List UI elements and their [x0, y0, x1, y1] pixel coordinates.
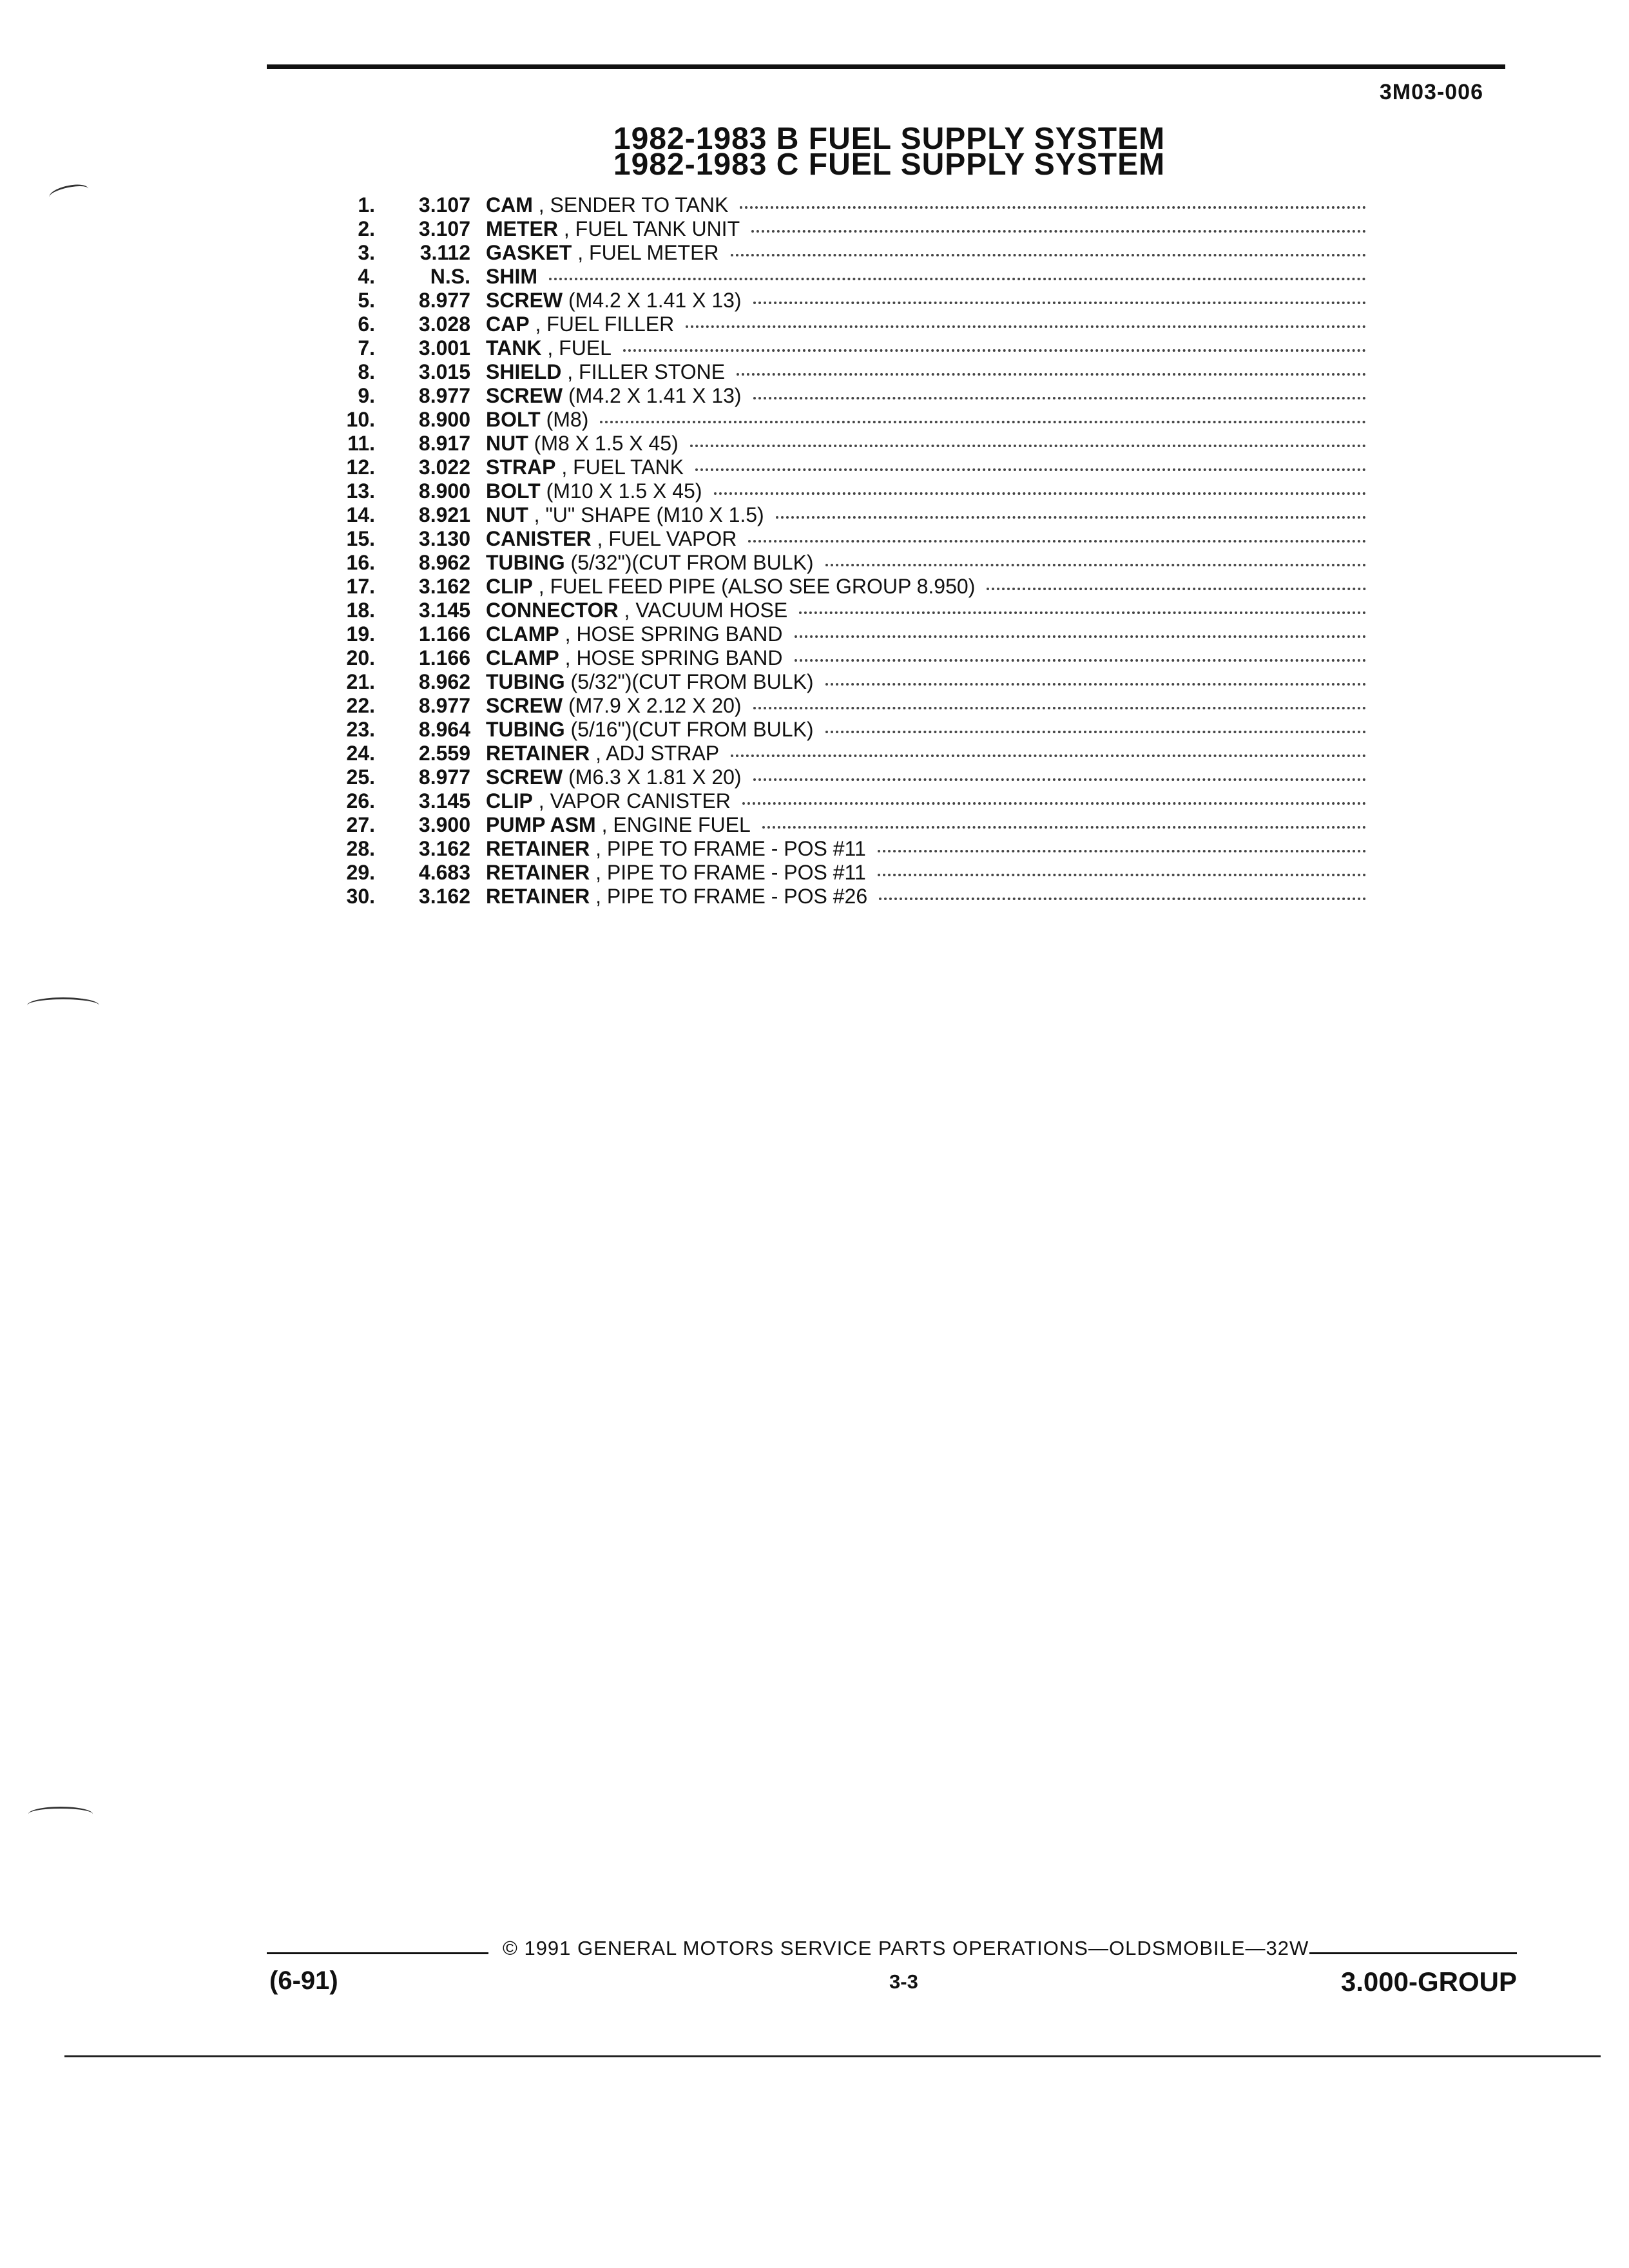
part-description: (M10 X 1.5 X 45) — [540, 479, 702, 503]
part-text — [486, 479, 702, 503]
dot-leader — [987, 588, 1366, 590]
part-name: BOLT — [486, 408, 541, 431]
parts-list — [322, 193, 1379, 908]
part-text — [486, 599, 787, 622]
part-name: TUBING — [486, 718, 565, 741]
part-description: , VACUUM HOSE — [618, 599, 788, 622]
list-item — [322, 789, 1379, 813]
revision-date: (6-91) — [269, 1966, 338, 1995]
margin-punch-mark — [27, 997, 99, 1014]
group-label: 3.000-GROUP — [1340, 1966, 1517, 1997]
list-item — [322, 885, 1379, 908]
list-item — [322, 265, 1379, 289]
part-text — [486, 289, 742, 312]
part-text — [486, 885, 867, 908]
item-number: 11. — [347, 432, 375, 455]
group-code: 8.900 — [418, 408, 470, 431]
part-text — [486, 193, 728, 217]
list-item — [322, 527, 1379, 551]
dot-leader — [600, 421, 1366, 423]
group-code: 8.962 — [418, 551, 470, 574]
part-description: , FILLER STONE — [561, 360, 726, 383]
part-text — [486, 813, 751, 837]
part-description: , HOSE SPRING BAND — [559, 646, 783, 669]
part-name: CLIP — [486, 575, 533, 598]
list-item — [322, 384, 1379, 408]
document-code: 3M03-006 — [1379, 80, 1483, 104]
part-name: CANISTER — [486, 527, 592, 550]
item-number: 3. — [358, 241, 375, 264]
group-code: 2.559 — [418, 742, 470, 765]
part-description: , PIPE TO FRAME - POS #26 — [590, 885, 868, 908]
part-name: TUBING — [486, 551, 565, 574]
group-code: 3.028 — [418, 312, 470, 336]
page-title-block — [0, 122, 1629, 182]
part-name: RETAINER — [486, 861, 590, 884]
part-text — [486, 336, 612, 360]
part-description: , SENDER TO TANK — [532, 193, 729, 216]
part-text — [486, 670, 814, 694]
part-text — [486, 694, 742, 718]
part-text — [486, 789, 731, 813]
dot-leader — [762, 826, 1366, 829]
list-item — [322, 503, 1379, 527]
part-name: METER — [486, 217, 558, 240]
list-item — [322, 432, 1379, 456]
list-item — [322, 456, 1379, 479]
item-number: 20. — [346, 646, 375, 669]
dot-leader — [799, 611, 1366, 614]
part-text — [486, 718, 814, 742]
part-name: SCREW — [486, 289, 563, 312]
part-text — [486, 432, 679, 456]
group-code: 8.921 — [418, 503, 470, 526]
part-description: (5/32")(CUT FROM BULK) — [564, 551, 814, 574]
part-name: RETAINER — [486, 885, 590, 908]
part-name: SHIELD — [486, 360, 562, 383]
page-title-line-2: 1982-1983 C FUEL SUPPLY SYSTEM — [613, 148, 1166, 182]
part-description: , FUEL FEED PIPE (ALSO SEE GROUP 8.950) — [532, 575, 976, 598]
part-text — [486, 646, 783, 670]
copyright-line: © 1991 GENERAL MOTORS SERVICE PARTS OPERATIONS—OLDSMOBILE—32W — [503, 1937, 1309, 1959]
group-code: 3.162 — [418, 575, 470, 598]
part-description: , HOSE SPRING BAND — [559, 622, 783, 646]
item-number: 2. — [358, 217, 375, 240]
item-number: 4. — [358, 265, 375, 288]
list-item — [322, 837, 1379, 861]
item-number: 13. — [346, 479, 375, 503]
group-code: 1.166 — [418, 622, 470, 646]
group-code: 1.166 — [418, 646, 470, 669]
bottom-rule — [64, 2055, 1601, 2057]
part-name: TANK — [486, 336, 542, 360]
item-number: 14. — [346, 503, 375, 526]
dot-leader — [795, 659, 1366, 662]
group-code: 8.962 — [418, 670, 470, 693]
page-number: 3-3 — [889, 1970, 918, 1993]
part-text — [486, 503, 764, 527]
group-code: 3.130 — [418, 527, 470, 550]
part-description: (M4.2 X 1.41 X 13) — [563, 289, 742, 312]
list-item — [322, 646, 1379, 670]
list-item — [322, 217, 1379, 241]
item-number: 5. — [358, 289, 375, 312]
dot-leader — [740, 206, 1366, 209]
group-code: 3.112 — [419, 241, 470, 264]
part-name: CLAMP — [486, 646, 559, 669]
list-item — [322, 241, 1379, 265]
group-code: 4.683 — [418, 861, 470, 884]
dot-leader — [748, 540, 1366, 543]
item-number: 26. — [346, 789, 375, 812]
dot-leader — [753, 302, 1366, 304]
list-item — [322, 193, 1379, 217]
item-number: 28. — [346, 837, 375, 860]
part-description: , FUEL VAPOR — [591, 527, 737, 550]
item-number: 27. — [346, 813, 375, 836]
group-code: 8.917 — [418, 432, 470, 455]
dot-leader — [753, 778, 1366, 781]
group-code: 3.107 — [418, 217, 470, 240]
group-code: 3.900 — [418, 813, 470, 836]
dot-leader — [731, 754, 1366, 757]
group-code: N.S. — [430, 265, 470, 288]
group-code: 8.964 — [418, 718, 470, 741]
part-text — [486, 861, 866, 885]
dot-leader — [825, 564, 1366, 566]
dot-leader — [776, 516, 1366, 519]
item-number: 29. — [346, 861, 375, 884]
part-description: , FUEL TANK UNIT — [558, 217, 740, 240]
part-name: CAP — [486, 312, 530, 336]
part-text — [486, 265, 537, 289]
part-text — [486, 217, 740, 241]
group-code: 8.900 — [418, 479, 470, 503]
part-name: CONNECTOR — [486, 599, 619, 622]
part-name: BOLT — [486, 479, 541, 503]
group-code: 3.015 — [418, 360, 470, 383]
group-code: 3.107 — [418, 193, 470, 216]
part-description: , "U" SHAPE (M10 X 1.5) — [528, 503, 764, 526]
item-number: 12. — [346, 456, 375, 479]
item-number: 15. — [346, 527, 375, 550]
part-description: , FUEL TANK — [555, 456, 684, 479]
part-description: , PIPE TO FRAME - POS #11 — [590, 837, 866, 860]
item-number: 9. — [358, 384, 375, 407]
dot-leader — [695, 468, 1366, 471]
list-item — [322, 289, 1379, 312]
margin-punch-mark — [28, 1807, 93, 1821]
dot-leader — [753, 397, 1366, 399]
dot-leader — [878, 850, 1366, 852]
item-number: 21. — [346, 670, 375, 693]
part-description: , FUEL — [541, 336, 612, 360]
part-description: , ADJ STRAP — [590, 742, 720, 765]
list-item — [322, 694, 1379, 718]
list-item — [322, 479, 1379, 503]
dot-leader — [753, 707, 1366, 709]
part-text — [486, 241, 719, 265]
dot-leader — [690, 445, 1366, 447]
part-name: RETAINER — [486, 742, 590, 765]
item-number: 24. — [346, 742, 375, 765]
part-description: , VAPOR CANISTER — [532, 789, 731, 812]
item-number: 7. — [358, 336, 375, 360]
dot-leader — [742, 802, 1366, 805]
group-code: 8.977 — [418, 765, 470, 789]
part-name: NUT — [486, 503, 528, 526]
part-text — [486, 360, 725, 384]
part-description: , PIPE TO FRAME - POS #11 — [590, 861, 866, 884]
part-text — [486, 765, 742, 789]
group-code: 3.022 — [418, 456, 470, 479]
top-rule — [267, 64, 1505, 69]
group-code: 3.145 — [418, 599, 470, 622]
item-number: 8. — [358, 360, 375, 383]
part-text — [486, 622, 783, 646]
group-code: 3.162 — [418, 885, 470, 908]
item-number: 17. — [346, 575, 375, 598]
group-code: 3.162 — [418, 837, 470, 860]
dot-leader — [751, 230, 1366, 233]
list-item — [322, 360, 1379, 384]
list-item — [322, 551, 1379, 575]
part-description: (M4.2 X 1.41 X 13) — [563, 384, 742, 407]
part-name: CLIP — [486, 789, 533, 812]
list-item — [322, 312, 1379, 336]
list-item — [322, 622, 1379, 646]
list-item — [322, 408, 1379, 432]
part-name: STRAP — [486, 456, 556, 479]
list-item — [322, 742, 1379, 765]
item-number: 18. — [346, 599, 375, 622]
dot-leader — [737, 373, 1366, 376]
list-item — [322, 599, 1379, 622]
item-number: 25. — [346, 765, 375, 789]
dot-leader — [795, 635, 1366, 638]
part-name: SCREW — [486, 694, 563, 717]
part-description: , FUEL METER — [572, 241, 719, 264]
part-name: SCREW — [486, 765, 563, 789]
list-item — [322, 670, 1379, 694]
part-text — [486, 551, 814, 575]
footer-right-rule — [1309, 1952, 1517, 1954]
list-item — [322, 575, 1379, 599]
part-text — [486, 312, 674, 336]
item-number: 22. — [346, 694, 375, 717]
dot-leader — [825, 731, 1366, 733]
item-number: 30. — [346, 885, 375, 908]
item-number: 6. — [358, 312, 375, 336]
part-name: CAM — [486, 193, 533, 216]
dot-leader — [731, 254, 1366, 256]
part-text — [486, 742, 719, 765]
footer-left-rule — [267, 1952, 488, 1954]
part-name: GASKET — [486, 241, 572, 264]
part-name: SHIM — [486, 265, 537, 288]
part-text — [486, 527, 737, 551]
part-description: (5/16")(CUT FROM BULK) — [564, 718, 814, 741]
part-text — [486, 408, 588, 432]
dot-leader — [879, 898, 1366, 900]
part-description: , FUEL FILLER — [529, 312, 675, 336]
list-item — [322, 861, 1379, 885]
part-description: (M8 X 1.5 X 45) — [528, 432, 679, 455]
part-description: (M8) — [540, 408, 589, 431]
part-name: SCREW — [486, 384, 563, 407]
group-code: 3.145 — [418, 789, 470, 812]
dot-leader — [878, 874, 1366, 876]
item-number: 10. — [346, 408, 375, 431]
part-name: PUMP ASM — [486, 813, 596, 836]
item-number: 23. — [346, 718, 375, 741]
part-description: , ENGINE FUEL — [595, 813, 751, 836]
group-code: 8.977 — [418, 289, 470, 312]
dot-leader — [549, 278, 1366, 280]
group-code: 8.977 — [418, 384, 470, 407]
part-name: TUBING — [486, 670, 565, 693]
part-name: CLAMP — [486, 622, 559, 646]
item-number: 19. — [346, 622, 375, 646]
list-item — [322, 336, 1379, 360]
part-text — [486, 456, 684, 479]
page-title-line-1: 1982-1983 B FUEL SUPPLY SYSTEM — [613, 122, 1166, 156]
group-code: 8.977 — [418, 694, 470, 717]
dot-leader — [623, 349, 1366, 352]
part-text — [486, 384, 742, 408]
margin-punch-mark — [48, 182, 90, 204]
item-number: 16. — [346, 551, 375, 574]
dot-leader — [686, 325, 1366, 328]
part-description: (M7.9 X 2.12 X 20) — [563, 694, 742, 717]
part-text — [486, 837, 866, 861]
part-text — [486, 575, 975, 599]
list-item — [322, 718, 1379, 742]
part-name: NUT — [486, 432, 528, 455]
list-item — [322, 813, 1379, 837]
part-name: RETAINER — [486, 837, 590, 860]
item-number: 1. — [358, 193, 375, 216]
dot-leader — [825, 683, 1366, 686]
list-item — [322, 765, 1379, 789]
part-description: (M6.3 X 1.81 X 20) — [563, 765, 742, 789]
group-code: 3.001 — [418, 336, 470, 360]
dot-leader — [714, 492, 1366, 495]
part-description: (5/32")(CUT FROM BULK) — [564, 670, 814, 693]
